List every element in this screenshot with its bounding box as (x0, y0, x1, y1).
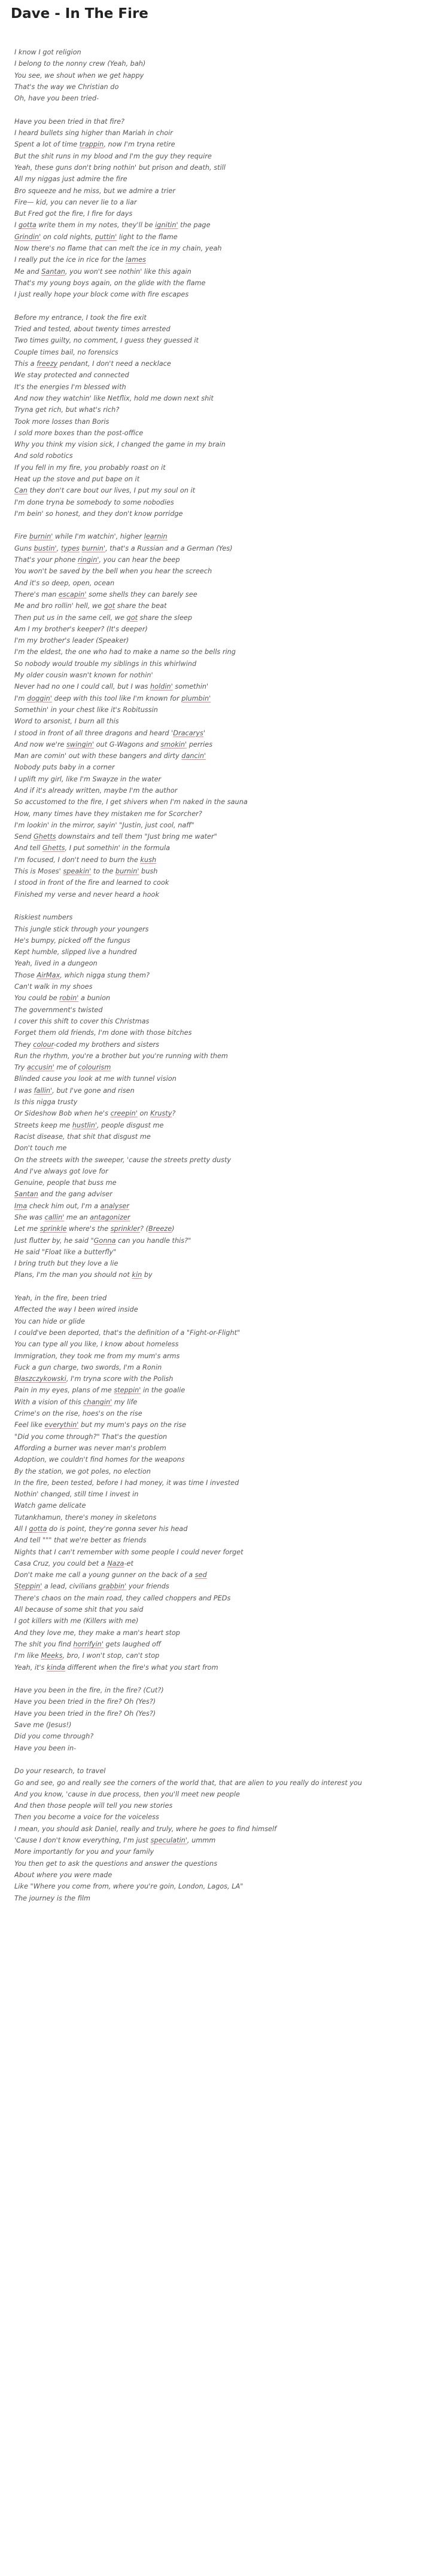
lyric-line: You can type all you like, I know about homeless (14, 1340, 179, 1349)
lyric-line: I'm like Meeks, bro, I won't stop, can't stop (14, 1652, 160, 1660)
lyric-line: Now there's no flame that can melt the ice in my chain, yeah (14, 245, 222, 253)
lyric-line: This jungle stick through your youngers (14, 925, 149, 933)
lyric-line: Grindin' on cold nights, puttin' light to the flame (14, 233, 178, 241)
lyric-line: So nobody would trouble my siblings in this whirlwind (14, 659, 197, 668)
lyric-line: Never had no one I could call, but I was holdin' somethin' (14, 683, 209, 691)
lyric-line: That's the way we Christian do (14, 82, 119, 91)
lyric-line: Took more losses than Boris (14, 417, 109, 426)
lyric-line: Nobody puts baby in a corner (14, 763, 115, 772)
lyric-line: I know I got religion (14, 48, 81, 56)
lyric-line: Did you come through? (14, 1732, 94, 1741)
lyric-line: Affected the way I been wired inside (14, 1306, 138, 1314)
lyric-line: Can't walk in my shoes (14, 983, 93, 991)
lyric-line: This a freezy pendant, I don't need a necklace (14, 360, 171, 368)
lyric-line: In the fire, been tested, before I had money, it was time I invested (14, 1478, 239, 1487)
annotated-word[interactable]: sprinkle (39, 1225, 67, 1233)
lyric-line: Guns bustin', types burnin', that's a Russian and a German (Yes) (14, 544, 233, 552)
lyric-line: Kept humble, slipped live a hundred (14, 948, 137, 957)
annotated-word[interactable]: Meeks (41, 1652, 63, 1660)
lyrics-body (14, 47, 421, 1904)
lyric-line: And it's so deep, open, ocean (14, 579, 115, 587)
lyric-line: I sold more boxes than the post-office (14, 429, 144, 437)
annotated-word[interactable]: creepin' (110, 1110, 138, 1118)
lyric-line: Then you become a voice for the voiceless (14, 1813, 159, 1822)
annotated-word[interactable]: dancin' (181, 752, 206, 760)
stanza-break (14, 900, 421, 912)
annotated-word[interactable]: colour (33, 1040, 54, 1049)
lyric-line: Watch game delicate (14, 1502, 86, 1510)
annotated-word[interactable]: analyser (100, 1202, 129, 1210)
annotated-word[interactable]: everythin' (44, 1421, 79, 1429)
lyric-line: All my niggas just admire the fire (14, 175, 127, 184)
lyric-line: You can hide or glide (14, 1317, 85, 1325)
lyric-line: Have you been in the fire, in the fire? (Cut?) (14, 1686, 164, 1695)
annotated-word[interactable]: escapin' (58, 590, 87, 598)
lyric-line: Me and Santan, you won't see nothin' like this again (14, 267, 191, 276)
lyric-line: Let me sprinkle where's the sprinkler? (Breeze) (14, 1225, 175, 1233)
lyric-line: Spent a lot of time trappin, now I'm tryna retire (14, 140, 175, 149)
stanza-break (14, 520, 421, 531)
lyric-line: Blinded cause you look at me with tunnel vision (14, 1075, 177, 1083)
annotated-word[interactable]: Grindin' (14, 233, 41, 241)
lyric-line: All I gotta do is point, they're gonna sever his head (14, 1525, 188, 1533)
lyric-line: And now they watchin' like Netflix, hold me down next shit (14, 394, 214, 402)
annotated-word[interactable]: Breeze (148, 1225, 172, 1233)
lyric-line: Ima check him out, I'm a analyser (14, 1202, 129, 1210)
lyric-line: Can they don't care bout our lives, I put my soul on it (14, 487, 196, 495)
lyric-line: We stay protected and connected (14, 371, 129, 380)
lyric-line: And tell """ that we're better as friends (14, 1536, 147, 1545)
lyric-line: Pain in my eyes, plans of me steppin' in the goalie (14, 1386, 185, 1395)
lyric-line: I'm focused, I don't need to burn the kush (14, 855, 157, 864)
lyric-line: I heard bullets sing higher than Mariah in choir (14, 129, 173, 137)
lyric-line: And you know, 'cause in due process, then you'll meet new people (14, 1790, 240, 1798)
annotated-word[interactable]: sprinkler (110, 1225, 140, 1233)
lyric-line: Have you been in- (14, 1744, 77, 1752)
lyric-line: Don't touch me (14, 1144, 67, 1153)
lyric-line: Just flutter by, he said "Gonna can you handle this?" (14, 1236, 191, 1245)
annotated-word[interactable]: speculatin' (150, 1836, 187, 1845)
lyric-line: But the shit runs in my blood and I'm the guy they require (14, 152, 212, 160)
lyric-line: I really put the ice in rice for the lames (14, 256, 146, 264)
annotated-word[interactable]: puttin' (95, 233, 117, 241)
lyric-line: By the station, we got poles, no election (14, 1467, 151, 1475)
annotated-word[interactable]: kinda (47, 1663, 65, 1672)
annotated-word[interactable]: AirMax (36, 971, 60, 979)
annotated-word[interactable]: types (60, 544, 80, 552)
annotated-word[interactable]: lames (126, 256, 146, 264)
lyric-line: They colour-coded my brothers and sisters (14, 1040, 160, 1049)
lyric-line: And they love me, they make a man's heart stop (14, 1628, 180, 1637)
lyric-line: I stood in front of all three dragons and heard 'Dracarys' (14, 729, 206, 737)
lyric-line: I'm my brother's leader (Speaker) (14, 637, 129, 645)
lyric-line: Why you think my vision sick, I changed the game in my brain (14, 441, 226, 449)
lyric-line: I gotta write them in my notes, they'll be ignitin' the page (14, 221, 211, 230)
annotated-word[interactable]: Naza (107, 1559, 124, 1567)
lyric-line: Don't make me call a young gunner on the back of a sed (14, 1571, 207, 1579)
lyric-line: Fire— kid, you can never lie to a liar (14, 198, 137, 206)
annotated-word[interactable]: Gonna (93, 1236, 116, 1245)
stanza-break (14, 1673, 421, 1685)
annotated-word[interactable]: steppin' (114, 1386, 141, 1395)
stanza-break (14, 104, 421, 115)
lyric-line: Those AirMax, which nigga stung them? (14, 971, 150, 979)
lyric-line: I belong to the nonny crew (Yeah, bah) (14, 60, 146, 68)
lyric-line: More importantly for you and your family (14, 1848, 154, 1856)
annotated-word[interactable]: Ima (14, 1202, 28, 1210)
annotated-word[interactable]: trappin (79, 140, 104, 149)
annotated-word[interactable]: freezy (36, 360, 58, 368)
lyric-line: Have you been tried in that fire? (14, 117, 125, 126)
annotated-word[interactable]: got (104, 602, 115, 610)
annotated-word[interactable]: ringin' (77, 556, 99, 564)
lyric-line: I'm done tryna be somebody to some nobodies (14, 498, 174, 506)
lyric-line: On the streets with the sweeper, 'cause the streets pretty dusty (14, 1156, 232, 1164)
annotated-word[interactable]: smokin' (160, 740, 187, 748)
lyric-line: Like "Where you come from, where you're goin, London, Lagos, LA" (14, 1883, 244, 1891)
annotated-word[interactable]: fallin' (34, 1086, 53, 1095)
annotated-word[interactable]: plumbin' (181, 694, 211, 702)
annotated-word[interactable]: robin' (59, 994, 79, 1003)
annotated-word[interactable]: kush (140, 855, 157, 864)
lyric-line: Tutankhamun, there's money in skeletons (14, 1513, 157, 1521)
annotated-word[interactable]: Santan (14, 1190, 38, 1199)
lyric-line: So accustomed to the fire, I get shivers when I'm naked in the sauna (14, 798, 248, 806)
lyric-line: Me and bro rollin' hell, we got share the beat (14, 602, 167, 610)
lyric-line: Or Sideshow Bob when he's creepin' on Krusty? (14, 1110, 176, 1118)
lyric-line: And if it's already written, maybe I'm the author (14, 787, 178, 795)
lyric-line: And tell Ghetts, I put somethin' in the formula (14, 844, 171, 852)
lyric-line: That's my young boys again, on the glide with the flame (14, 279, 206, 287)
lyric-line: And now we're swingin' out G-Wagons and smokin' perries (14, 740, 213, 748)
lyric-line: I was fallin', but I've gone and risen (14, 1086, 135, 1095)
annotated-word[interactable]: Dracarys (173, 729, 203, 737)
lyric-line: Yeah, these guns don't bring nothin' but prison and death, still (14, 163, 226, 172)
stanza-break (14, 301, 421, 312)
lyric-line: He said "Float like a butterfly" (14, 1248, 117, 1256)
annotated-word[interactable]: burnin' (115, 867, 139, 876)
annotated-word[interactable]: Ghetts (42, 844, 65, 852)
lyric-line: You see, we shout when we get happy (14, 71, 144, 80)
lyric-line: Is this nigga trusty (14, 1098, 78, 1107)
annotated-word[interactable]: callin' (44, 1213, 65, 1221)
lyric-line: Forget them old friends, I'm done with those bitches (14, 1029, 192, 1037)
annotated-word[interactable]: doggin' (27, 694, 52, 702)
lyric-line: Oh, have you been tried- (14, 94, 99, 103)
annotated-word[interactable]: holdin' (150, 683, 173, 691)
lyric-line: Immigration, they took me from my mum's arms (14, 1352, 180, 1360)
lyric-line: Try accusin' me of colourism (14, 1064, 111, 1072)
lyric-line: Have you been tried in the fire? Oh (Yes?) (14, 1698, 156, 1706)
lyric-line: I'm doggin' deep with this tool like I'm known for plumbin' (14, 694, 211, 702)
lyric-line: My older cousin wasn't known for nothin' (14, 671, 153, 680)
lyric-line: He's bumpy, picked off the fungus (14, 936, 130, 945)
lyric-line: "Did you come through?" That's the question (14, 1432, 168, 1441)
annotated-word[interactable]: Steppin' (14, 1582, 42, 1591)
lyric-line: I'm bein' so honest, and they don't know porridge (14, 509, 183, 518)
annotated-word[interactable]: learnin (144, 533, 168, 541)
lyric-line: And I've always got love for (14, 1167, 108, 1175)
lyric-line: 'Cause I don't know everything, I'm just speculatin', ummm (14, 1836, 216, 1845)
lyric-line: Feel like everythin' but my mum's pays on the rise (14, 1421, 187, 1429)
lyric-line: Couple times bail, no forensics (14, 348, 118, 356)
lyric-line: Heat up the stove and put bape on it (14, 475, 140, 483)
lyric-line: I got killers with me (Killers with me) (14, 1617, 139, 1625)
lyric-line: Genuine, people that buss me (14, 1179, 117, 1187)
lyric-line: This is Moses' speakin' to the burnin' bush (14, 867, 158, 876)
annotated-word[interactable]: burnin' (81, 544, 106, 552)
lyric-line: Before my entrance, I took the fire exit (14, 313, 147, 322)
annotated-word[interactable]: gotta (29, 1525, 47, 1533)
annotated-word[interactable]: kin (132, 1271, 142, 1279)
lyric-line: Finished my verse and never heard a hook (14, 890, 159, 899)
annotated-word[interactable]: hustlin' (72, 1121, 97, 1129)
annotated-word[interactable]: swingin' (66, 740, 95, 748)
lyric-line: The shit you find horrifyin' gets laughed off (14, 1640, 161, 1648)
lyric-line: Adoption, we couldn't find homes for the weapons (14, 1456, 185, 1464)
lyric-line: I'm the eldest, the one who had to make a name so the bells ring (14, 648, 236, 656)
lyric-line: I bring truth but they love a lie (14, 1260, 118, 1268)
lyric-line: Do your research, to travel (14, 1767, 106, 1776)
lyric-line: Send Ghetts downstairs and tell them "Just bring me water" (14, 833, 217, 841)
lyric-line: Yeah, lived in a dungeon (14, 959, 98, 968)
lyric-line: Tryna get rich, but what's rich? (14, 406, 120, 414)
lyric-line: I cover this shift to cover this Christmas (14, 1017, 150, 1025)
annotated-word[interactable]: sed (194, 1571, 207, 1579)
lyric-line: Steppin' a lead, civilians grabbin' your friends (14, 1582, 169, 1591)
lyric-line: Crime's on the rise, hoes's on the rise (14, 1410, 142, 1418)
lyric-line: Word to arsonist, I burn all this (14, 717, 119, 726)
annotated-word[interactable]: antagonizer (90, 1213, 130, 1221)
lyric-line: Run the rhythm, you're a brother but you're running with them (14, 1052, 228, 1060)
lyric-line: Plans, I'm the man you should not kin by (14, 1271, 153, 1279)
lyric-line: Casa Cruz, you could bet a Naza-et (14, 1559, 133, 1567)
lyric-line: About where you were made (14, 1871, 112, 1879)
lyric-line: And sold robotics (14, 452, 73, 460)
lyric-line: How, many times have they mistaken me for Scorcher? (14, 809, 202, 818)
song-title: Dave - In The Fire (11, 6, 148, 22)
annotated-word[interactable]: horrifyin' (73, 1640, 104, 1648)
lyric-line: You could be robin' a bunion (14, 994, 111, 1003)
lyric-line: Bro squeeze and he miss, but we admire a trier (14, 187, 176, 195)
lyric-line: Nights that I can't remember with some people I could never forget (14, 1548, 244, 1556)
lyric-line: With a vision of this changin' my life (14, 1398, 138, 1406)
lyric-line: The journey is the film (14, 1894, 91, 1902)
annotated-word[interactable]: got (126, 613, 138, 622)
lyric-line: She was callin' me an antagonizer (14, 1213, 130, 1221)
lyric-line: Racist disease, that shit that disgust me (14, 1132, 151, 1141)
annotated-word[interactable]: ignitin' (155, 221, 178, 230)
lyric-line: It's the energies I'm blessed with (14, 383, 126, 391)
lyric-line: You then get to ask the questions and answer the questions (14, 1859, 218, 1868)
lyric-line: Błaszczykowski, I'm tryna score with the Polish (14, 1375, 174, 1383)
lyric-line: Yeah, it's kinda different when the fire's what you start from (14, 1663, 218, 1672)
lyric-line: Man are comin' out with these bangers and dirty dancin' (14, 752, 206, 760)
annotated-word[interactable]: Santan (41, 267, 65, 276)
lyric-line: And then those people will tell you new stories (14, 1802, 173, 1810)
lyric-line: Then put us in the same cell, we got share the sleep (14, 613, 193, 622)
lyric-line: Have you been tried in the fire? Oh (Yes?) (14, 1709, 156, 1718)
lyric-line: But Fred got the fire, I fire for days (14, 210, 133, 218)
lyric-line: There's chaos on the main road, they called choppers and PEDs (14, 1594, 231, 1602)
lyric-line: I just really hope your block come with fire escapes (14, 291, 189, 299)
stanza-break (14, 1754, 421, 1765)
lyric-line: Nothin' changed, still time I invest in (14, 1490, 139, 1499)
annotated-word[interactable]: bustin' (34, 544, 57, 552)
lyric-line: Yeah, in the fire, been tried (14, 1294, 107, 1303)
annotated-word[interactable]: Ghetts (34, 833, 56, 841)
lyric-line: There's man escapin' some shells they can barely see (14, 590, 197, 598)
annotated-word[interactable]: Krusty (150, 1110, 172, 1118)
annotated-word[interactable]: grabbin' (98, 1582, 127, 1591)
lyric-line: If you fell in my fire, you probably roast on it (14, 463, 166, 472)
lyric-line: Affording a burner was never man's problem (14, 1444, 166, 1452)
lyric-line: The government's twisted (14, 1006, 103, 1014)
annotated-word[interactable]: speakin' (63, 867, 92, 876)
annotated-word[interactable]: Can (14, 487, 28, 495)
lyric-line: All because of some shit that you said (14, 1606, 144, 1614)
lyric-line: You won't be saved by the bell when you hear the screech (14, 567, 212, 576)
annotated-word[interactable]: Błaszczykowski (14, 1375, 66, 1383)
lyric-line: Save me (Jesus!) (14, 1721, 72, 1729)
lyric-line: Riskiest numbers (14, 913, 73, 922)
lyric-line: Streets keep me hustlin', people disgust me (14, 1121, 164, 1129)
annotated-word[interactable]: gotta (18, 221, 36, 230)
lyric-line: Santan and the gang adviser (14, 1190, 112, 1199)
lyric-line: I could've been deported, that's the definition of a "Fight-or-Flight" (14, 1328, 241, 1337)
annotated-word[interactable]: burnin' (29, 533, 53, 541)
lyric-line: That's your phone ringin', you can hear the beep (14, 556, 180, 564)
lyric-line: Am I my brother's keeper? (It's deeper) (14, 625, 148, 633)
stanza-break (14, 1281, 421, 1292)
lyric-line: I'm lookin' in the mirror, sayin' "Justin, just cool, naff" (14, 821, 194, 829)
lyric-line: Fire burnin' while I'm watchin', higher learnin (14, 533, 168, 541)
annotated-word[interactable]: accusin' (26, 1064, 54, 1072)
annotated-word[interactable]: changin' (83, 1398, 112, 1406)
lyric-line: Go and see, go and really see the corners of the world that, that are alien to you really do interest you (14, 1779, 363, 1787)
lyric-line: I uplift my girl, like I'm Swayze in the water (14, 775, 162, 783)
lyric-line: Fuck a gun charge, two swords, I'm a Ronin (14, 1363, 162, 1371)
lyric-line: Somethin' in your chest like it's Robitussin (14, 705, 158, 714)
lyric-line: Two times guilty, no comment, I guess they guessed it (14, 337, 199, 345)
lyric-line: I mean, you should ask Daniel, really and truly, where he goes to find himself (14, 1825, 277, 1833)
lyric-line: I stood in front of the fire and learned to cook (14, 879, 169, 887)
annotated-word[interactable]: colourism (78, 1064, 111, 1072)
lyric-line: Tried and tested, about twenty times arrested (14, 325, 171, 334)
